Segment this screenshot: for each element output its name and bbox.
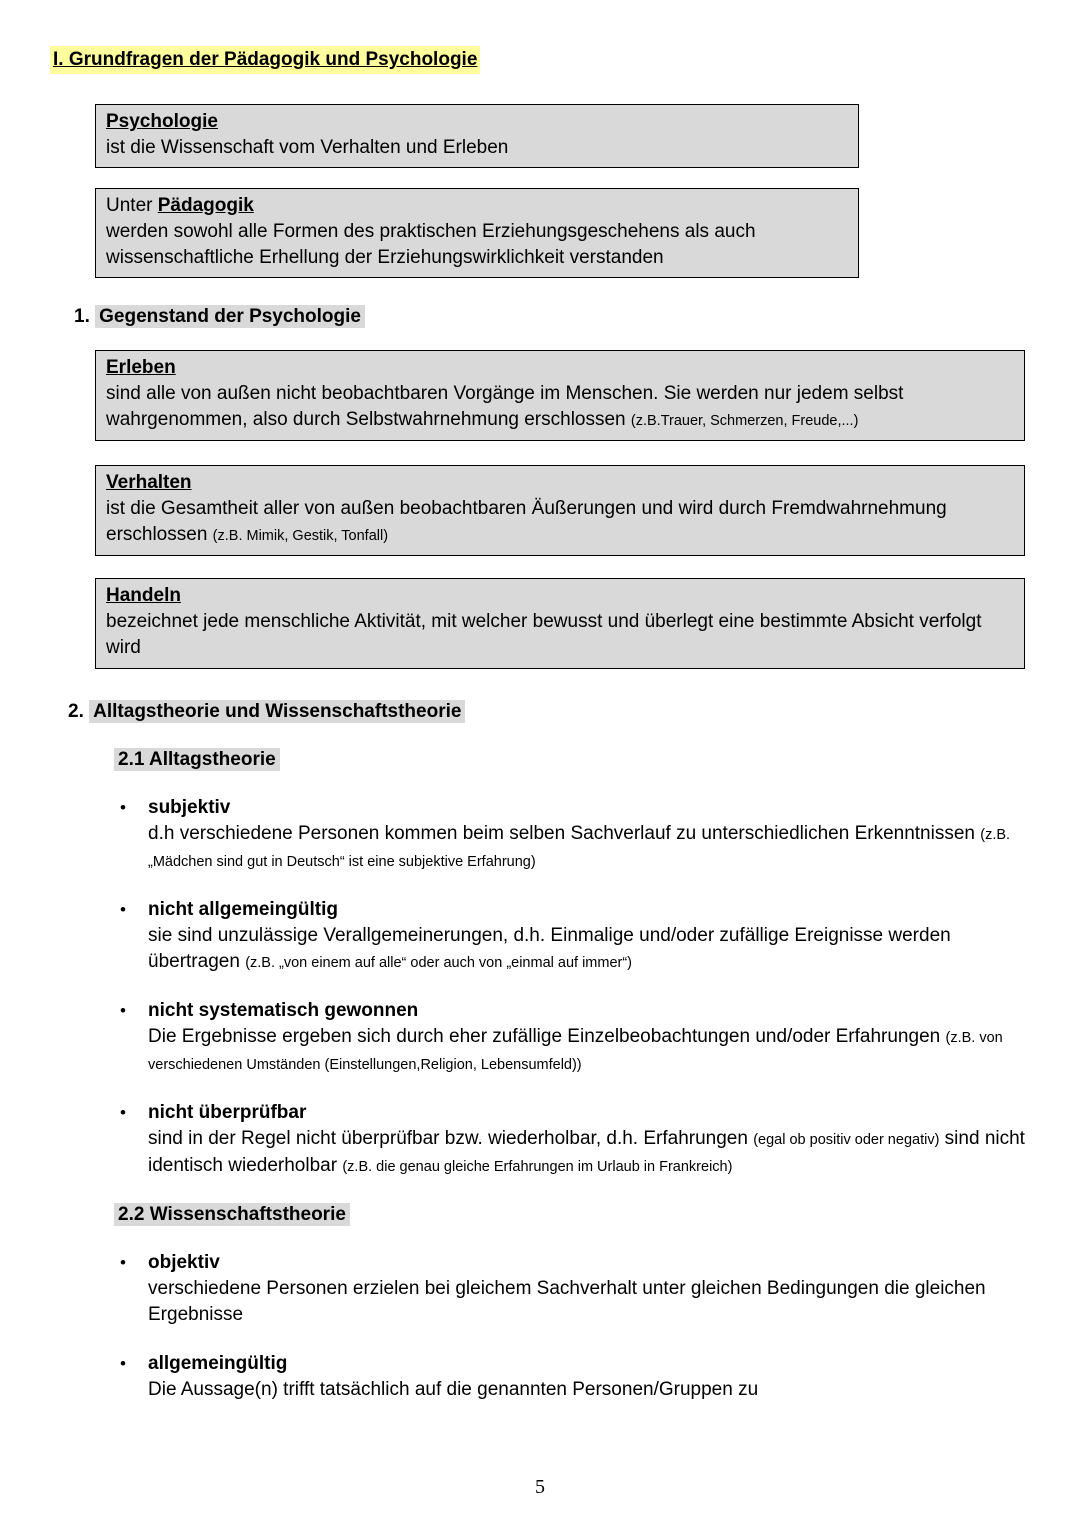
box-body-note: (z.B.Trauer, Schmerzen, Freude,...)	[630, 413, 859, 429]
section-1-heading	[74, 304, 1080, 330]
box-heading: Erleben	[106, 357, 176, 378]
subsection-title: 2.2 Wissenschaftstheorie	[114, 1203, 350, 1226]
bullet-body	[148, 923, 1026, 976]
list-item	[120, 1100, 1080, 1180]
bullet-text: d.h verschiedene Personen kommen beim selben Sachverlauf zu unterschiedlichen Erkenntnissen	[148, 823, 981, 844]
definition-box-erleben	[95, 350, 1025, 441]
wissenschaftstheorie-list	[0, 1250, 1080, 1404]
box-body-text: bezeichnet jede menschliche Aktivität, mit welcher bewusst und überlegt eine bestimmte Absicht verfolgt wird	[106, 611, 982, 658]
bullet-dot-icon: •	[120, 798, 126, 817]
box-body-text: sind alle von außen nicht beobachtbaren Vorgänge im Menschen. Sie werden nur jedem selbst wahrgenommen, also durch Selbstwahrnehmung erschlossen	[106, 383, 904, 430]
bullet-dot-icon: •	[120, 900, 126, 919]
bullet-body	[148, 1276, 1026, 1329]
bullet-note: (egal ob positiv oder negativ)	[753, 1132, 940, 1148]
box-body: werden sowohl alle Formen des praktischen Erziehungsgeschehens als auch wissenschaftliche Erhellung der Erziehungswirklichkeit verstanden	[106, 221, 756, 268]
bullet-term: objektiv	[148, 1252, 220, 1273]
page-number: 5	[535, 1476, 545, 1498]
subsection-2-2-heading	[114, 1202, 1080, 1228]
bullet-content	[148, 1100, 1026, 1180]
box-heading-row	[106, 109, 848, 135]
box-heading-row	[106, 470, 1014, 496]
box-heading-row	[106, 355, 1014, 381]
box-heading-row	[106, 193, 848, 219]
bullet-note: (z.B. „Mädchen sind gut in Deutsch“ ist eine subjektive Erfahrung)	[148, 827, 1011, 870]
definition-box-psychologie	[95, 104, 859, 168]
subsection-2-1-heading	[114, 747, 1080, 773]
list-item	[120, 795, 1080, 875]
list-item	[120, 897, 1080, 976]
bullet-term: nicht überprüfbar	[148, 1102, 307, 1123]
bullet-dot-icon: •	[120, 1001, 126, 1020]
box-body-text: ist die Gesamtheit aller von außen beobachtbaren Äußerungen und wird durch Fremdwahrnehmung erschlossen	[106, 498, 947, 545]
definition-box-verhalten	[95, 465, 1025, 556]
bullet-note: (z.B. „von einem auf alle“ oder auch von „einmal auf immer“)	[245, 955, 633, 971]
bullet-text: sind in der Regel nicht überprüfbar bzw. wiederholbar, d.h. Erfahrungen	[148, 1128, 754, 1149]
bullet-text: Die Ergebnisse ergeben sich durch eher zufällige Einzelbeobachtungen und/oder Erfahrungen	[148, 1026, 946, 1047]
box-heading: Pädagogik	[157, 195, 254, 216]
bullet-content	[148, 795, 1026, 875]
alltagstheorie-list	[0, 795, 1080, 1180]
box-heading: Handeln	[106, 585, 181, 606]
section-title: Gegenstand der Psychologie	[95, 305, 365, 328]
subsection-title: 2.1 Alltagstheorie	[114, 748, 280, 771]
box-heading: Psychologie	[106, 111, 218, 132]
bullet-content	[148, 1250, 1026, 1329]
bullet-text: sie sind unzulässige Verallgemeinerungen, d.h. Einmalige und/oder zufällige Ereignisse werden übertragen	[148, 925, 951, 972]
definition-box-handeln	[95, 578, 1025, 669]
section-number: 1.	[74, 306, 90, 327]
section-2-heading	[68, 699, 1080, 725]
bullet-text: sind nicht identisch wiederholbar	[148, 1128, 1025, 1176]
list-item	[120, 998, 1080, 1078]
bullet-text: verschiedene Personen erzielen bei gleichem Sachverhalt unter gleichen Bedingungen die gleichen Ergebnisse	[148, 1278, 986, 1325]
bullet-dot-icon: •	[120, 1103, 126, 1122]
bullet-content	[148, 897, 1026, 976]
section-title: Alltagstheorie und Wissenschaftstheorie	[89, 700, 465, 723]
bullet-content	[148, 1351, 1026, 1404]
page-title-row	[50, 46, 1080, 74]
box-heading-prefix: Unter	[106, 195, 158, 216]
list-item	[120, 1250, 1080, 1329]
bullet-note: (z.B. die genau gleiche Erfahrungen im Urlaub in Frankreich)	[342, 1159, 733, 1175]
bullet-body	[148, 1024, 1026, 1078]
bullet-content	[148, 998, 1026, 1078]
bullet-term: nicht systematisch gewonnen	[148, 1000, 419, 1021]
box-body	[106, 609, 1014, 662]
box-heading-row	[106, 583, 1014, 609]
bullet-note: (z.B. von verschiedenen Umständen (Einstellungen,Religion, Lebensumfeld))	[148, 1030, 1003, 1073]
bullet-dot-icon: •	[120, 1253, 126, 1272]
box-body	[106, 496, 1014, 549]
list-item	[120, 1351, 1080, 1404]
bullet-body	[148, 1377, 1026, 1404]
page-title: I. Grundfragen der Pädagogik und Psychologie	[50, 46, 480, 74]
box-heading: Verhalten	[106, 472, 192, 493]
bullet-term: nicht allgemeingültig	[148, 899, 339, 920]
box-body: ist die Wissenschaft vom Verhalten und Erleben	[106, 137, 509, 158]
bullet-term: allgemeingültig	[148, 1353, 288, 1374]
bullet-text: Die Aussage(n) trifft tatsächlich auf die genannten Personen/Gruppen zu	[148, 1379, 759, 1400]
bullet-body	[148, 1126, 1026, 1180]
bullet-term: subjektiv	[148, 797, 231, 818]
bullet-body	[148, 821, 1026, 875]
box-body-note: (z.B. Mimik, Gestik, Tonfall)	[212, 528, 389, 544]
section-number: 2.	[68, 701, 84, 722]
bullet-dot-icon: •	[120, 1354, 126, 1373]
definition-box-paedagogik	[95, 188, 859, 278]
box-body	[106, 381, 1014, 434]
